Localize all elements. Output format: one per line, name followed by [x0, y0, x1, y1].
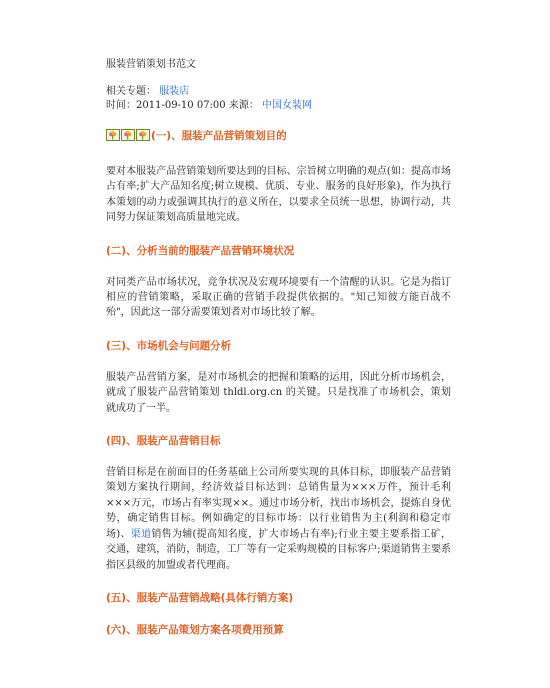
section-5	[106, 591, 451, 605]
article-meta	[106, 99, 451, 113]
section-heading-text: (一)、服装产品营销策划目的	[151, 130, 287, 142]
section-body-text: 销售为辅(提高知名度，扩大市场占有率);行业主要主要系指工矿，交通，建筑，消防，制造，工厂等有一定采购规模的目标客户;渠道销售主要系指区县级的加盟或者代理商。	[106, 528, 452, 571]
section-body-text: 营销目标是在前面目的任务基础上公司所要实现的具体目标，即服装产品营销策划方案执行期间，经济效益目标达到：总销售量为×××万件，预计毛利×××万元，市场占有率实现××。通过市场分析，找出市场机会，提炼自身优势，确定销售目标。例如确定的目标市场：以行业销售为主(利润和稳定市场)、	[106, 467, 451, 540]
related-topic-link[interactable]: 服装店	[159, 86, 190, 97]
section-heading: (五)、服装产品营销战略(具体行销方案)	[106, 591, 294, 604]
channel-link[interactable]: 渠道	[130, 528, 152, 540]
source-link[interactable]: 中国女装网	[262, 100, 313, 111]
section-body: 对同类产品市场状况，竞争状况及宏观环境要有一个清醒的认识。它是为指订相应的营销策略，采取正确的营销手段提供依据的。"知己知彼方能百战不殆"，因此这一部分需要策划者对市场比较了解。	[106, 276, 451, 319]
section-body: 要对本服装产品营销策划所要达到的目标、宗旨树立明确的观点(如：提高市场占有率;扩大产品知名度;树立规模、优质、专业、服务的良好形象)，作为执行本策划的动力或强调其执行的意义所在，以要求全员统一思想，协调行动，共同努力保证策划高质量地完成。	[106, 166, 451, 224]
section-heading	[106, 129, 451, 145]
source-label: 来源：	[228, 100, 259, 111]
time-value: 2011-09-10 07:00	[136, 100, 226, 111]
flower-icon	[107, 130, 120, 141]
section-1	[106, 129, 451, 226]
section-heading: (三)、市场机会与问题分析	[106, 339, 232, 352]
time-label: 时间：	[106, 100, 136, 111]
section-2	[106, 244, 451, 321]
section-heading: (六)、服装产品策划方案各项费用预算	[106, 623, 284, 636]
flower-icon	[122, 130, 135, 141]
section-6	[106, 623, 451, 637]
decorative-icons	[106, 129, 150, 145]
section-heading: (二)、分析当前的服装产品营销环境状况	[106, 244, 295, 257]
article	[106, 58, 451, 637]
flower-icon	[137, 130, 150, 141]
article-title: 服装营销策划书范文	[106, 59, 196, 70]
section-4	[106, 434, 451, 573]
related-label: 相关专题：	[106, 86, 156, 97]
section-heading: (四)、服装产品营销目标	[106, 435, 221, 448]
section-body: 服装产品营销方案，是对市场机会的把握和策略的运用，因此分析市场机会，就成了服装产品营销策划 thldl.org.cn 的关键。只是找准了市场机会，策划就成功了一半。	[106, 371, 451, 414]
section-body	[106, 465, 451, 573]
related-topics	[106, 85, 451, 99]
section-3	[106, 339, 451, 416]
